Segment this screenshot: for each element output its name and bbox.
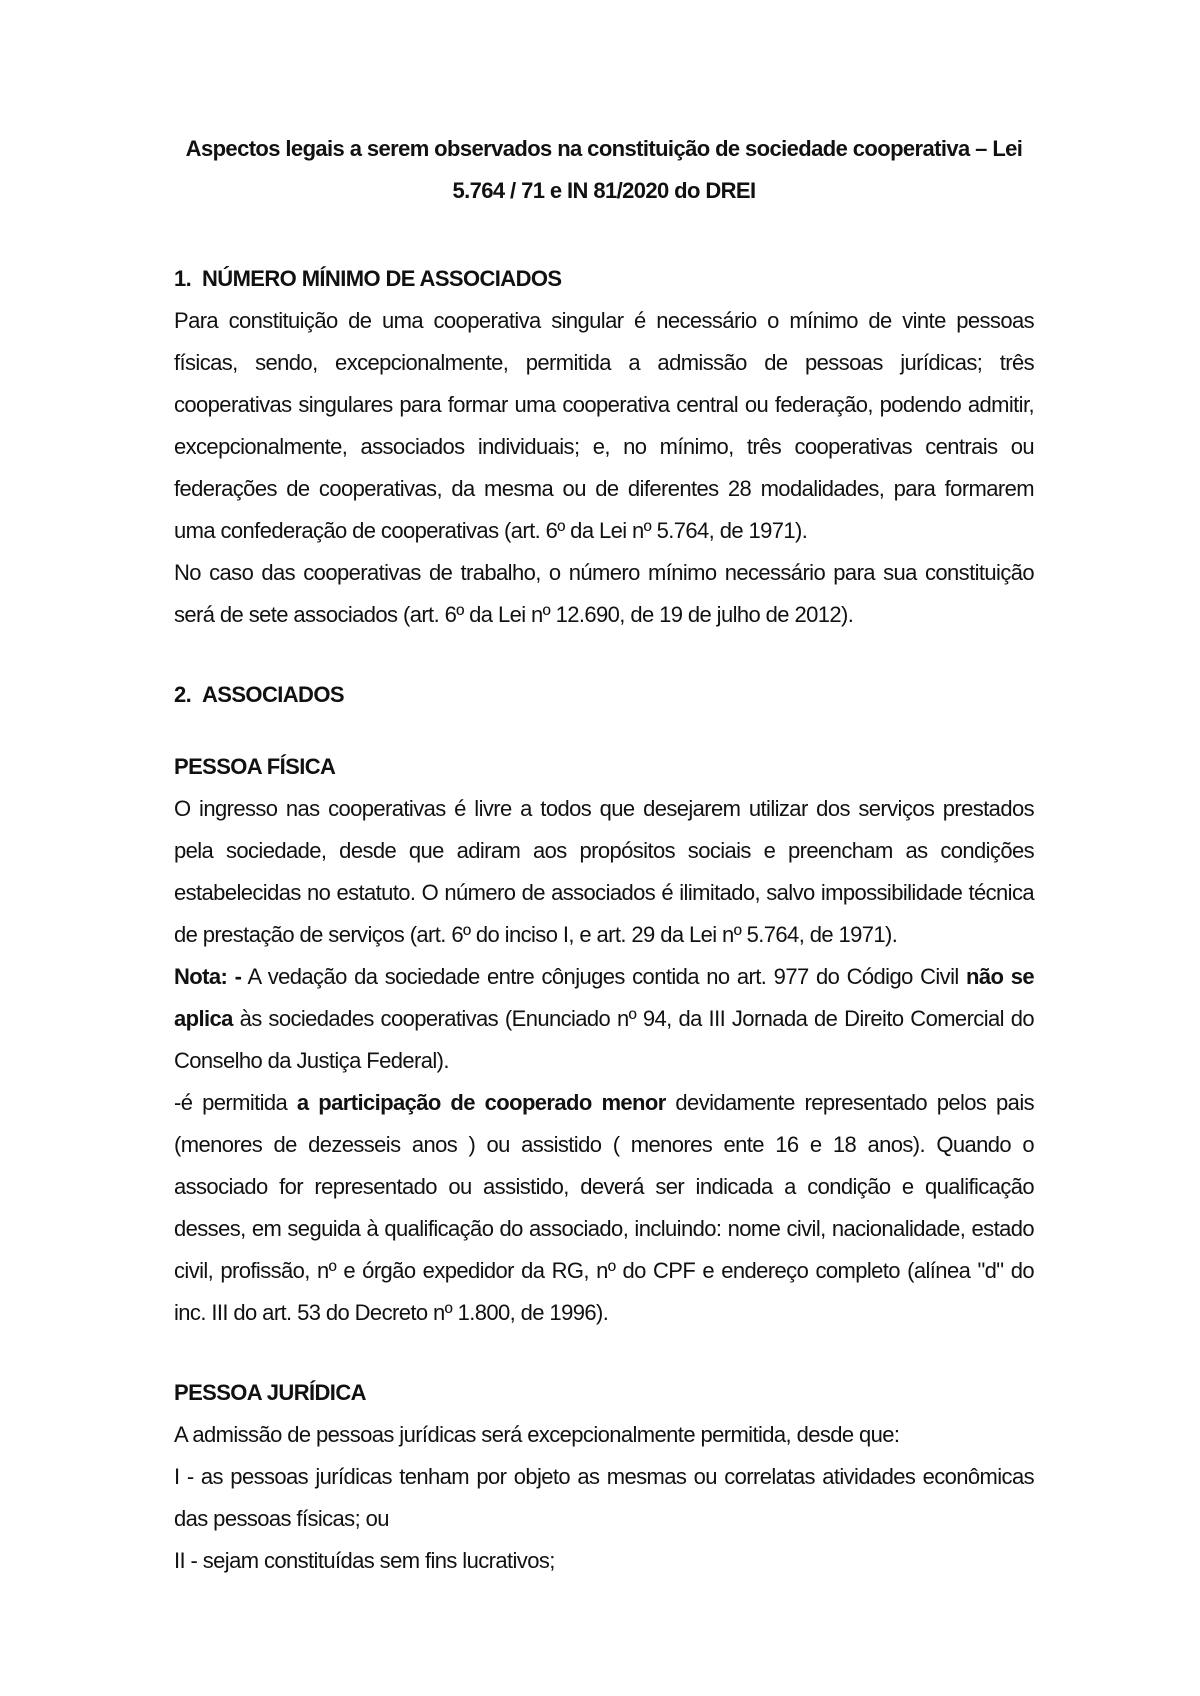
menor-text-1: -é permitida (174, 1090, 297, 1115)
spacer (174, 716, 1034, 746)
nota-bold: não se aplica (174, 964, 1035, 1031)
pessoa-juridica-heading: PESSOA JURÍDICA (174, 1380, 366, 1405)
section-1-title: NÚMERO MÍNIMO DE ASSOCIADOS (202, 266, 562, 291)
section-1-paragraph-1: Para constituição de uma cooperativa singular é necessário o mínimo de vinte pessoas físicas, sendo, excepcionalmente, permitida a admissão de pessoas jurídicas; três cooperativas singulares para formar uma cooperativa central ou federação, podendo admitir, excepcionalmente, associados individuais; e, no mínimo, três cooperativas centrais ou federações de cooperativas, da mesma ou de diferentes 28 modalidades, para formarem uma confederação de cooperativas (art. 6º da Lei nº 5.764, de 1971). (174, 308, 1034, 543)
section-2-number: 2. (174, 682, 192, 707)
pessoa-juridica-item-2: II - sejam constituídas sem fins lucrativos; (174, 1548, 555, 1573)
spacer (174, 636, 1034, 674)
nota-label: Nota: - (174, 964, 242, 989)
section-1-number: 1. (174, 266, 192, 291)
menor-paragraph (174, 1082, 1034, 1334)
section-1-heading (174, 258, 1034, 300)
pessoa-fisica-heading: PESSOA FÍSICA (174, 754, 336, 779)
menor-bold: a participação de cooperado menor (296, 1090, 666, 1115)
spacer (174, 1334, 1034, 1372)
nota-paragraph (174, 956, 1034, 1082)
section-2-heading (174, 674, 1034, 716)
nota-text-1: A vedação da sociedade entre cônjuges contida no art. 977 do Código Civil (241, 964, 967, 989)
pessoa-juridica-intro: A admissão de pessoas jurídicas será excepcionalmente permitida, desde que: (174, 1422, 900, 1447)
document-page (174, 128, 1034, 1582)
pessoa-fisica-paragraph: O ingresso nas cooperativas é livre a todos que desejarem utilizar dos serviços prestados pela sociedade, desde que adiram aos propósitos sociais e preencham as condições estabelecidas no estatuto. O número de associados é ilimitado, salvo impossibilidade técnica de prestação de serviços (art. 6º do inciso I, e art. 29 da Lei nº 5.764, de 1971). (174, 796, 1034, 947)
section-1-paragraph-2: No caso das cooperativas de trabalho, o número mínimo necessário para sua constituição será de sete associados (art. 6º da Lei nº 12.690, de 19 de julho de 2012). (174, 560, 1034, 627)
document-title: Aspectos legais a serem observados na constituição de sociedade cooperativa – Lei 5.764 / 71 e IN 81/2020 do DREI (185, 136, 1023, 203)
pessoa-juridica-item-1: I - as pessoas jurídicas tenham por objeto as mesmas ou correlatas atividades econômicas das pessoas físicas; ou (174, 1464, 1034, 1531)
section-2-title: ASSOCIADOS (202, 682, 344, 707)
nota-text-2: às sociedades cooperativas (Enunciado nº 94, da III Jornada de Direito Comercial do Conselho da Justiça Federal). (174, 1006, 1034, 1073)
menor-text-2: devidamente representado pelos pais (menores de dezesseis anos ) ou assistido ( menores ente 16 e 18 anos). Quando o associado for representado ou assistido, deverá ser indicada a condição e qualificação desses, em seguida à qualificação do associado, incluindo: nome civil, nacionalidade, estado civil, profissão, nº e órgão expedidor da RG, nº do CPF e endereço completo (alínea "d" do inc. III do art. 53 do Decreto nº 1.800, de 1996). (174, 1090, 1035, 1325)
